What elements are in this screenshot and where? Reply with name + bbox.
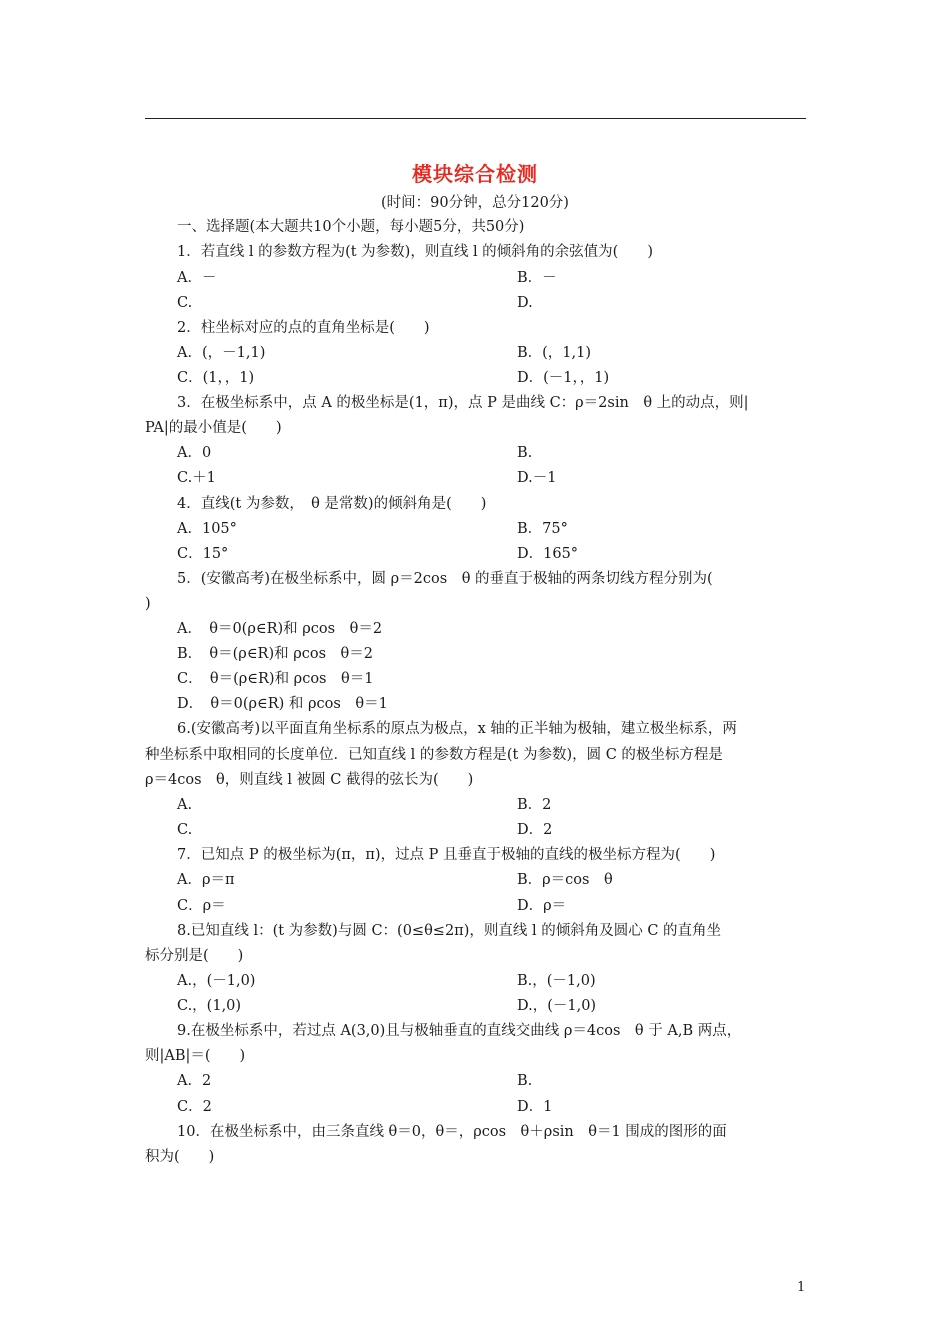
question-7-option-c: C．ρ＝ bbox=[177, 898, 226, 914]
question-4-option-a: A．105° bbox=[177, 521, 237, 537]
question-6-option-b: B．2 bbox=[517, 797, 552, 813]
question-5-stem: 5．(安徽高考)在极坐标系中，圆 ρ＝2cos θ 的垂直于极轴的两条切线方程分别为( bbox=[177, 571, 713, 587]
question-6-option-a: A. bbox=[177, 797, 193, 813]
question-7-stem: 7．已知点 P 的极坐标为(π，π)，过点 P 且垂直于极轴的直线的极坐标方程为( ) bbox=[177, 847, 716, 863]
exam-info: (时间：90分钟，总分120分) bbox=[381, 195, 569, 211]
question-2-option-c: C．(1，，1) bbox=[177, 370, 255, 386]
question-3-option-a: A．0 bbox=[177, 445, 212, 461]
question-1-option-d: D. bbox=[517, 295, 533, 311]
section-heading: 一、选择题(本大题共10个小题，每小题5分，共50分) bbox=[177, 219, 525, 235]
question-4-option-c: C．15° bbox=[177, 546, 229, 562]
question-4-stem: 4．直线(t 为参数， θ 是常数)的倾斜角是( ) bbox=[177, 496, 487, 512]
question-8-stem-continued: 标分别是( ) bbox=[145, 948, 244, 964]
page-title: 模块综合检测 bbox=[412, 162, 538, 186]
question-9-option-d: D．1 bbox=[517, 1099, 553, 1115]
question-5-option-d: D． θ＝0(ρ∈R) 和 ρcos θ＝1 bbox=[177, 696, 388, 712]
question-3-option-c: C.＋1 bbox=[177, 470, 216, 486]
question-8-option-a: A.，(－1,0) bbox=[177, 973, 256, 989]
question-1-option-a: A．－ bbox=[177, 270, 217, 286]
question-9-option-b: B. bbox=[517, 1073, 533, 1089]
question-6-option-d: D．2 bbox=[517, 822, 553, 838]
question-7-option-a: A．ρ＝π bbox=[177, 872, 235, 888]
question-9-stem: 9.在极坐标系中，若过点 A(3,0)且与极轴垂直的直线交曲线 ρ＝4cos θ 于 A,B 两点， bbox=[177, 1023, 742, 1039]
question-2-option-b: B．(，1,1) bbox=[517, 345, 592, 361]
question-8-stem: 8.已知直线 l：(t 为参数)与圆 C：(0≤θ≤2π)，则直线 l 的倾斜角及圆心 C 的直角坐 bbox=[177, 923, 722, 939]
question-10-stem-continued: 积为( ) bbox=[145, 1149, 215, 1165]
question-1-option-b: B．－ bbox=[517, 270, 557, 286]
question-5-option-a: A． θ＝0(ρ∈R)和 ρcos θ＝2 bbox=[177, 621, 383, 637]
page-number: 1 bbox=[797, 1280, 806, 1295]
question-3-option-b: B. bbox=[517, 445, 533, 461]
question-5-stem-continued: ) bbox=[145, 596, 151, 612]
question-4-option-b: B．75° bbox=[517, 521, 568, 537]
question-7-option-d: D．ρ＝ bbox=[517, 898, 567, 914]
question-9-option-a: A．2 bbox=[177, 1073, 212, 1089]
question-5-option-b: B． θ＝(ρ∈R)和 ρcos θ＝2 bbox=[177, 646, 374, 662]
question-3-stem-continued: PA|的最小值是( ) bbox=[145, 420, 282, 436]
question-6-option-c: C. bbox=[177, 822, 193, 838]
question-9-stem-continued: 则|AB|＝( ) bbox=[145, 1048, 246, 1064]
question-8-option-d: D.，(－1,0) bbox=[517, 998, 597, 1014]
question-8-option-b: B.，(－1,0) bbox=[517, 973, 596, 989]
question-2-option-a: A．(，－1,1) bbox=[177, 345, 266, 361]
question-4-option-d: D．165° bbox=[517, 546, 579, 562]
question-10-stem: 10．在极坐标系中，由三条直线 θ＝0，θ＝，ρcos θ＋ρsin θ＝1 围成的图形的面 bbox=[177, 1124, 727, 1140]
question-2-stem: 2．柱坐标对应的点的直角坐标是( ) bbox=[177, 320, 430, 336]
question-5-option-c: C． θ＝(ρ∈R)和 ρcos θ＝1 bbox=[177, 671, 374, 687]
question-2-option-d: D．(－1，，1) bbox=[517, 370, 610, 386]
question-3-option-d: D.－1 bbox=[517, 470, 557, 486]
question-6-stem-line-2: 种坐标系中取相同的长度单位．已知直线 l 的参数方程是(t 为参数)，圆 C 的极坐标方程是 bbox=[145, 747, 723, 763]
question-8-option-c: C.，(1,0) bbox=[177, 998, 242, 1014]
header-rule bbox=[145, 118, 806, 119]
question-1-stem: 1．若直线 l 的参数方程为(t 为参数)，则直线 l 的倾斜角的余弦值为( ) bbox=[177, 244, 653, 260]
question-3-stem: 3．在极坐标系中，点 A 的极坐标是(1，π)，点 P 是曲线 C：ρ＝2sin θ 上的动点，则| bbox=[177, 395, 749, 411]
question-9-option-c: C．2 bbox=[177, 1099, 212, 1115]
question-6-stem-line-3: ρ＝4cos θ，则直线 l 被圆 C 截得的弦长为( ) bbox=[145, 772, 474, 788]
question-6-stem: 6.(安徽高考)以平面直角坐标系的原点为极点，x 轴的正半轴为极轴，建立极坐标系，两 bbox=[177, 721, 737, 737]
question-7-option-b: B．ρ＝cos θ bbox=[517, 872, 613, 888]
question-1-option-c: C. bbox=[177, 295, 193, 311]
